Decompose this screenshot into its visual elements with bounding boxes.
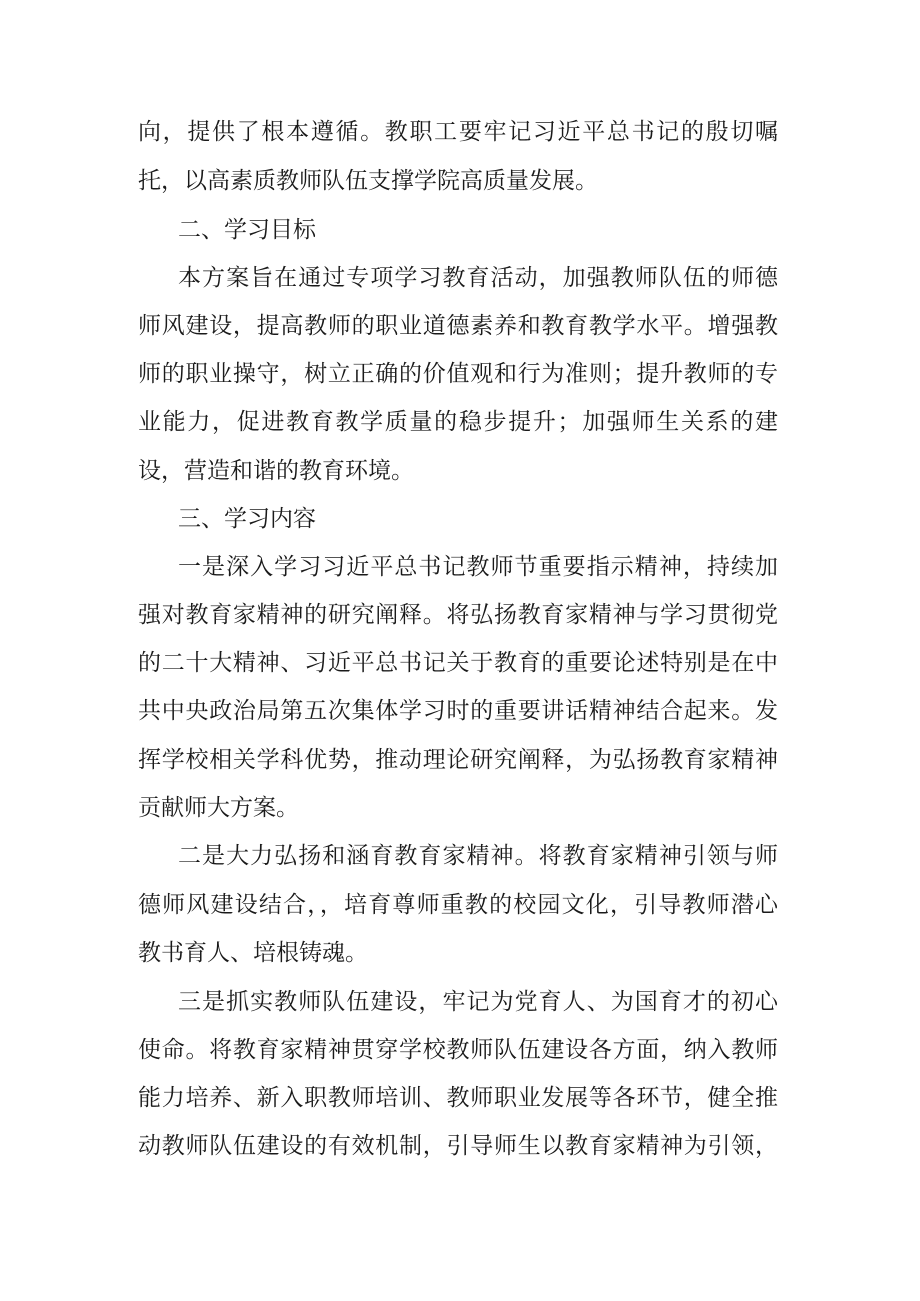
body-text-line: 教书育人、培根铸魂。 bbox=[138, 940, 368, 966]
body-text-line: 能力培养、新入职教师培训、教师职业发展等各环节，健全推 bbox=[138, 1085, 778, 1111]
body-text-line: 师风建设，提高教师的职业道德素养和教育教学水平。增强教 bbox=[138, 313, 778, 339]
body-text-line: 设，营造和谐的教育环境。 bbox=[138, 458, 414, 484]
body-text-line: 挥学校相关学科优势，推动理论研究阐释，为弘扬教育家精神 bbox=[138, 747, 778, 773]
section-heading: 三、学习内容 bbox=[178, 506, 316, 532]
section-heading: 二、学习目标 bbox=[178, 217, 316, 243]
body-text-line: 托，以高素质教师队伍支撑学院高质量发展。 bbox=[138, 168, 598, 194]
body-text-line: 使命。将教育家精神贯穿学校教师队伍建设各方面，纳入教师 bbox=[138, 1037, 778, 1063]
body-text-line: 一是深入学习习近平总书记教师节重要指示精神，持续加 bbox=[178, 554, 778, 580]
body-text-line: 师的职业操守，树立正确的价值观和行为准则；提升教师的专 bbox=[138, 361, 778, 387]
body-text-line: 贡献师大方案。 bbox=[138, 795, 299, 821]
body-text-line: 二是大力弘扬和涵育教育家精神。将教育家精神引领与师 bbox=[178, 843, 778, 869]
body-text-line: 共中央政治局第五次集体学习时的重要讲话精神结合起来。发 bbox=[138, 698, 778, 724]
body-text-line: 的二十大精神、习近平总书记关于教育的重要论述特别是在中 bbox=[138, 650, 778, 676]
body-text-line: 向，提供了根本遵循。教职工要牢记习近平总书记的殷切嘱 bbox=[138, 119, 778, 145]
body-text-line: 动教师队伍建设的有效机制，引导师生以教育家精神为引领， bbox=[138, 1133, 778, 1159]
body-text-line: 本方案旨在通过专项学习教育活动，加强教师队伍的师德 bbox=[178, 265, 778, 291]
body-text-line: 三是抓实教师队伍建设，牢记为党育人、为国育才的初心 bbox=[178, 989, 778, 1015]
body-text-line: 德师风建设结合，，培育尊师重教的校园文化，引导教师潜心 bbox=[138, 892, 778, 918]
body-text-line: 强对教育家精神的研究阐释。将弘扬教育家精神与学习贯彻党 bbox=[138, 602, 778, 628]
body-text-line: 业能力，促进教育教学质量的稳步提升；加强师生关系的建 bbox=[138, 409, 778, 435]
